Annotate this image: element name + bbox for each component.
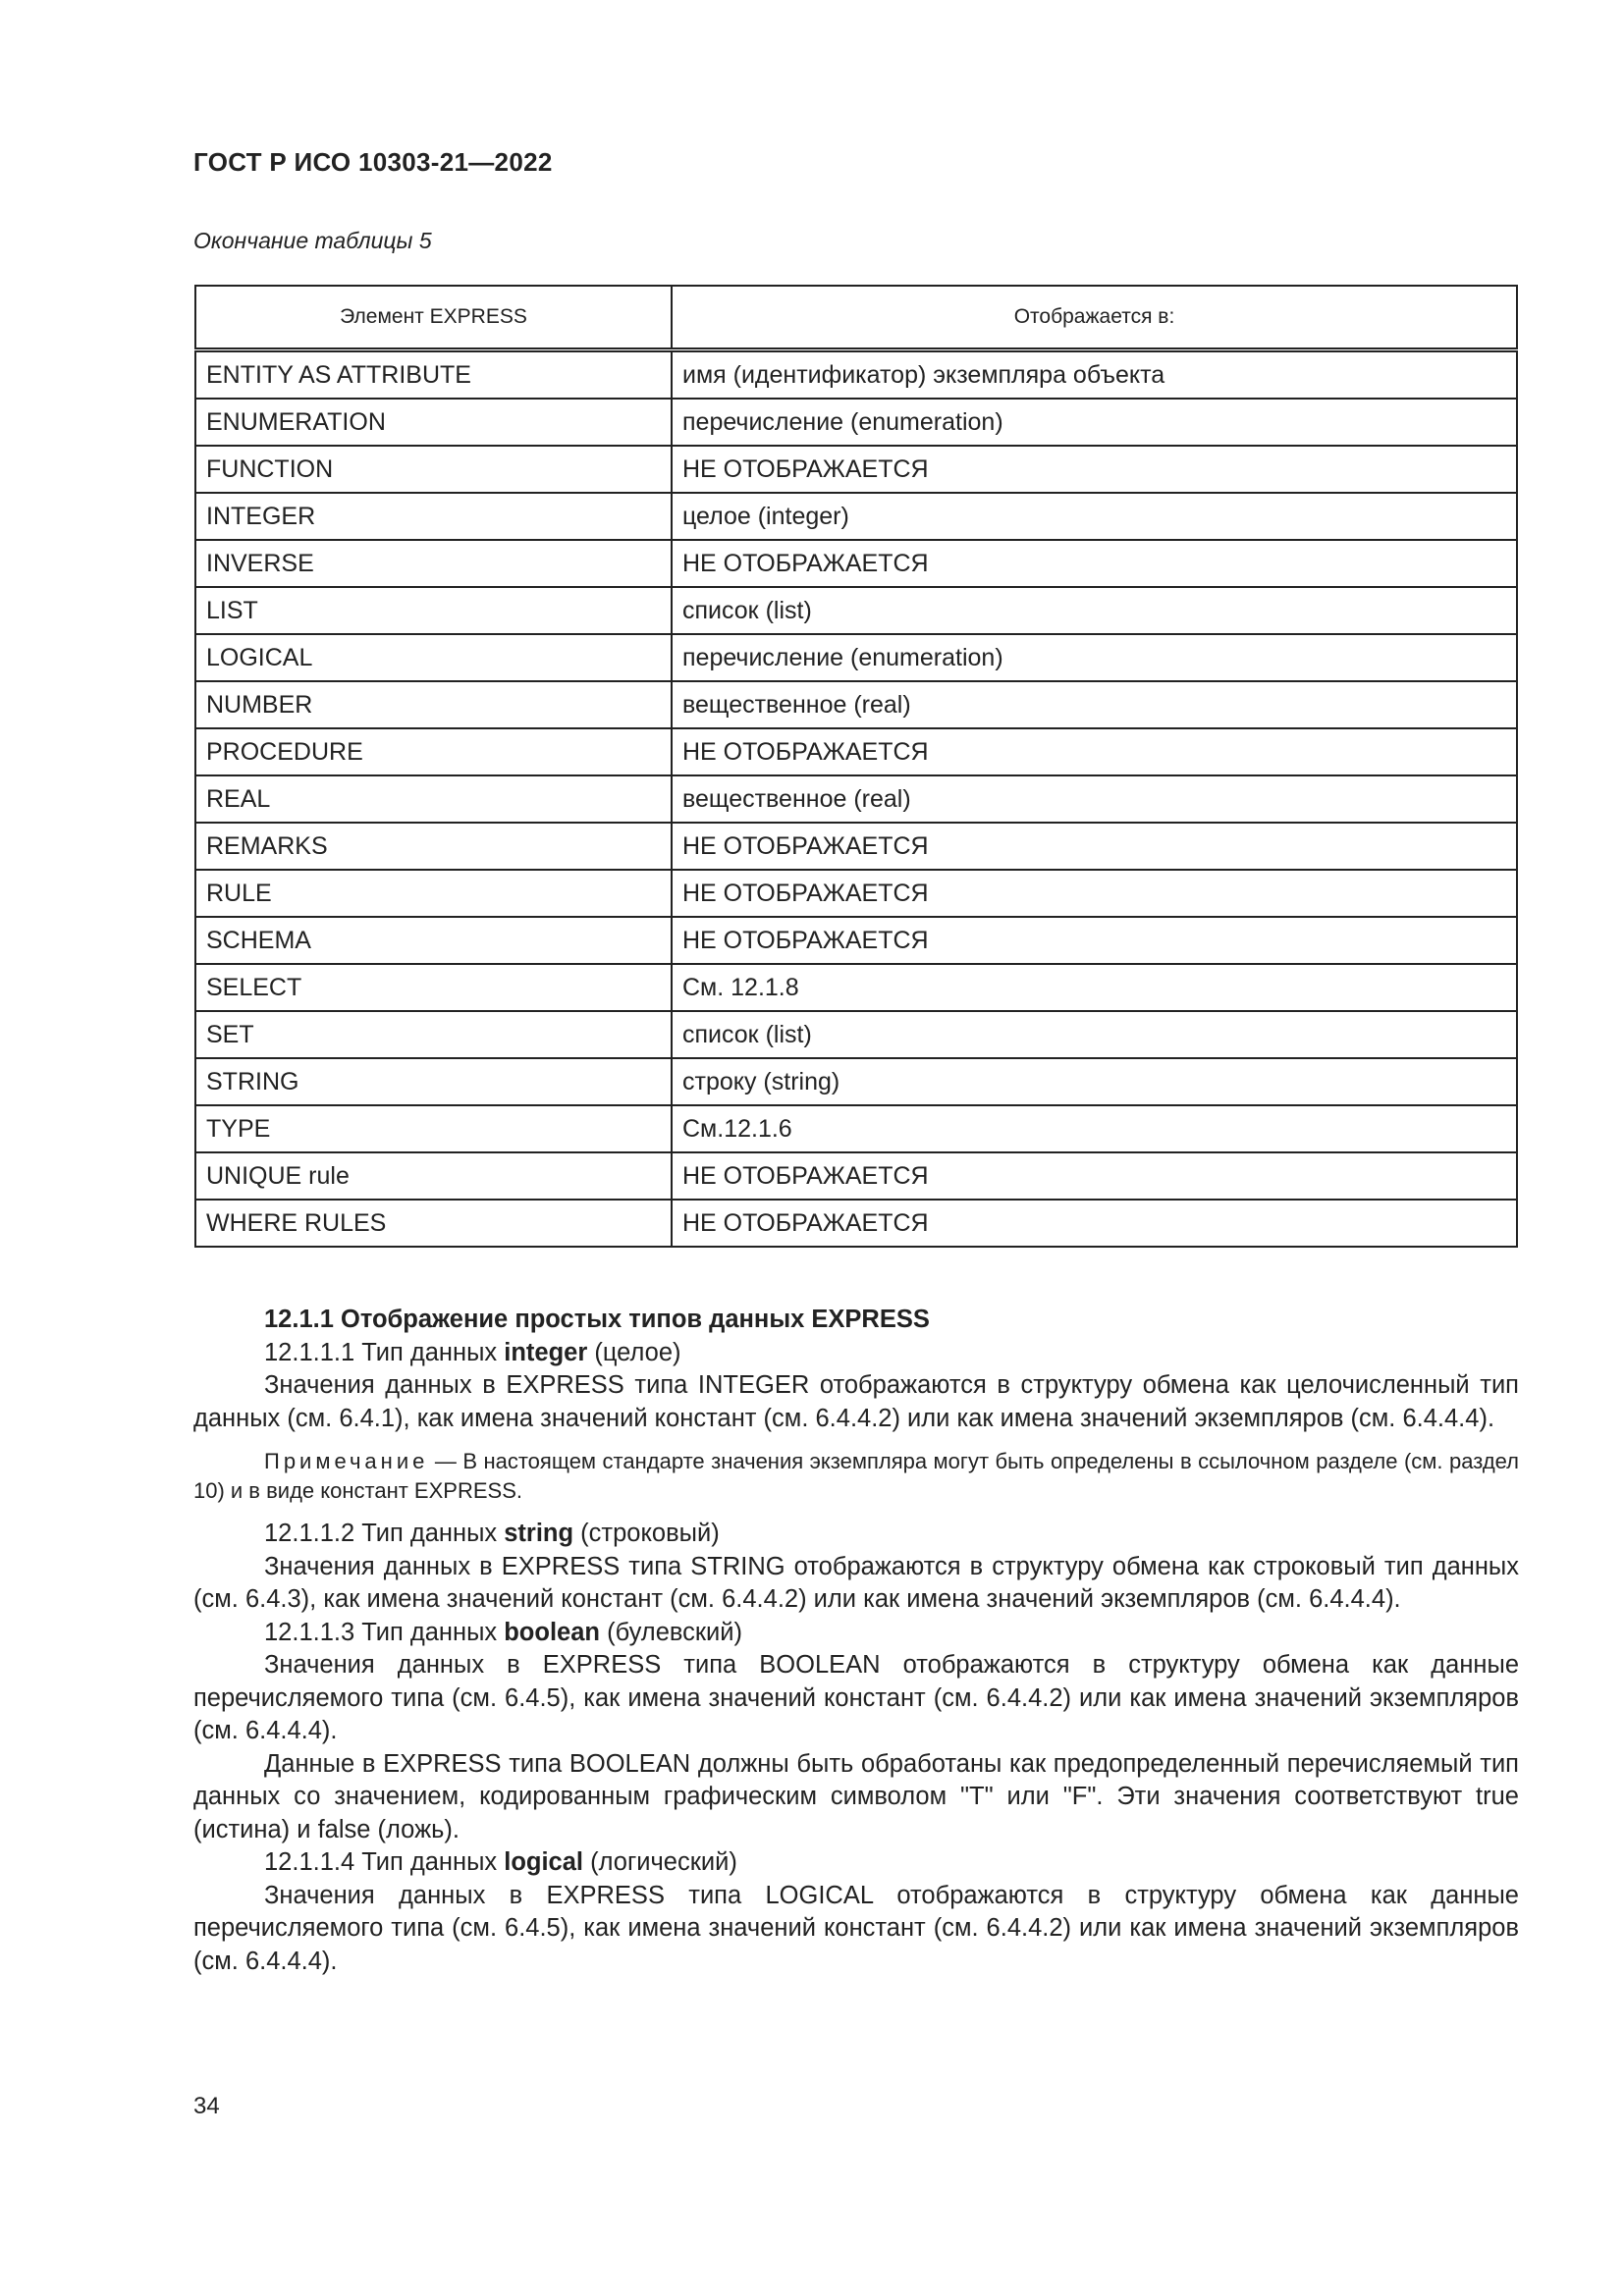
table-header-row [195,286,1517,350]
table-row [195,493,1517,540]
express-element-cell: LIST [195,587,672,634]
subsection-heading [193,1518,1519,1551]
document-header: ГОСТ Р ИСО 10303-21—2022 [193,147,553,177]
subsection-keyword: logical [504,1848,584,1876]
mapping-cell: целое (integer) [672,493,1517,540]
table-row [195,823,1517,870]
express-element-cell: INTEGER [195,493,672,540]
express-element-cell: WHERE RULES [195,1200,672,1247]
paragraph: Значения данных в EXPRESS типа INTEGER отображаются в структуру обмена как целочисленный тип данных (см. 6.4.1), как имена значений констант (см. 6.4.4.2) или как имена значений экземпляров (см. 6.4.4.4). [193,1371,1519,1432]
table-row [195,634,1517,681]
table-row [195,728,1517,775]
body-text [193,1304,1519,1978]
mapping-cell: НЕ ОТОБРАЖАЕТСЯ [672,446,1517,493]
note [193,1447,1519,1506]
mapping-cell: вещественное (real) [672,681,1517,728]
mapping-cell: строку (string) [672,1058,1517,1105]
express-element-cell: FUNCTION [195,446,672,493]
subsection-heading [193,1846,1519,1880]
subsection-number: 12.1.1.1 Тип данных [264,1338,505,1366]
mapping-table [194,285,1518,1248]
express-element-cell: RULE [195,870,672,917]
express-element-cell: LOGICAL [195,634,672,681]
mapping-cell: перечисление (enumeration) [672,399,1517,446]
column-header: Отображается в: [672,286,1517,350]
paragraph: Значения данных в EXPRESS типа LOGICAL отображаются в структуру обмена как данные перечисляемого типа (см. 6.4.5), как имена значений констант (см. 6.4.4.2) или как имена значений экземпляров (см. 6.4.4.4). [193,1881,1519,1975]
table-row [195,1200,1517,1247]
subsection-heading [193,1337,1519,1370]
mapping-cell: НЕ ОТОБРАЖАЕТСЯ [672,917,1517,964]
section-heading: 12.1.1 Отображение простых типов данных EXPRESS [264,1306,930,1333]
table-caption: Окончание таблицы 5 [193,228,432,253]
express-element-cell: STRING [195,1058,672,1105]
subsection-suffix: (строковый) [573,1520,720,1547]
table-row [195,350,1517,400]
mapping-cell: НЕ ОТОБРАЖАЕТСЯ [672,540,1517,587]
express-element-cell: SELECT [195,964,672,1011]
express-element-cell: UNIQUE rule [195,1152,672,1200]
express-element-cell: SCHEMA [195,917,672,964]
express-element-cell: REMARKS [195,823,672,870]
paragraph: Значения данных в EXPRESS типа BOOLEAN отображаются в структуру обмена как данные перечисляемого типа (см. 6.4.5), как имена значений констант (см. 6.4.4.2) или как имена значений экземпляров (см. 6.4.4.4). [193,1651,1519,1744]
express-element-cell: NUMBER [195,681,672,728]
column-header: Элемент EXPRESS [195,286,672,350]
note-label: Примечание [264,1449,429,1473]
mapping-cell: НЕ ОТОБРАЖАЕТСЯ [672,1152,1517,1200]
express-element-cell: PROCEDURE [195,728,672,775]
table-row [195,1152,1517,1200]
express-element-cell: ENUMERATION [195,399,672,446]
table-row [195,681,1517,728]
paragraph: Данные в EXPRESS типа BOOLEAN должны быть обработаны как предопределенный перечисляемый тип данных со значением, кодированным графическим символом "T" или "F". Эти значения соответствуют true (истина) и false (ложь). [193,1749,1519,1843]
mapping-cell: См. 12.1.8 [672,964,1517,1011]
subsection-number: 12.1.1.3 Тип данных [264,1618,505,1646]
note-text: — В настоящем стандарте значения экземпляра могут быть определены в ссылочном разделе (см. раздел 10) и в виде констант EXPRESS. [193,1449,1519,1503]
mapping-cell: НЕ ОТОБРАЖАЕТСЯ [672,823,1517,870]
table-row [195,870,1517,917]
table-row [195,775,1517,823]
express-element-cell: TYPE [195,1105,672,1152]
express-element-cell: SET [195,1011,672,1058]
mapping-cell: список (list) [672,587,1517,634]
subsection-number: 12.1.1.4 Тип данных [264,1848,505,1876]
subsection-suffix: (булевский) [600,1618,743,1646]
mapping-cell: имя (идентификатор) экземпляра объекта [672,350,1517,400]
table-body [195,350,1517,1248]
mapping-cell: НЕ ОТОБРАЖАЕТСЯ [672,870,1517,917]
subsection-suffix: (логический) [583,1848,737,1876]
mapping-cell: перечисление (enumeration) [672,634,1517,681]
table-row [195,587,1517,634]
mapping-cell: вещественное (real) [672,775,1517,823]
subsection-keyword: boolean [504,1618,600,1646]
table-row [195,964,1517,1011]
subsection-number: 12.1.1.2 Тип данных [264,1520,505,1547]
table-row [195,917,1517,964]
express-element-cell: REAL [195,775,672,823]
subsection-heading [193,1617,1519,1650]
table-row [195,1011,1517,1058]
subsection-suffix: (целое) [587,1338,681,1366]
table-row [195,1105,1517,1152]
subsection-keyword: string [504,1520,574,1547]
table-row [195,1058,1517,1105]
subsection-keyword: integer [504,1338,588,1366]
mapping-cell: НЕ ОТОБРАЖАЕТСЯ [672,1200,1517,1247]
table-row [195,540,1517,587]
express-element-cell: INVERSE [195,540,672,587]
mapping-cell: См.12.1.6 [672,1105,1517,1152]
paragraph: Значения данных в EXPRESS типа STRING отображаются в структуру обмена как строковый тип данных (см. 6.4.3), как имена значений констант (см. 6.4.4.2) или как имена значений экземпляров (см. 6.4.4.4). [193,1552,1519,1613]
mapping-cell: список (list) [672,1011,1517,1058]
table-row [195,446,1517,493]
page-number: 34 [193,2093,220,2119]
express-element-cell: ENTITY AS ATTRIBUTE [195,350,672,400]
table-row [195,399,1517,446]
mapping-cell: НЕ ОТОБРАЖАЕТСЯ [672,728,1517,775]
